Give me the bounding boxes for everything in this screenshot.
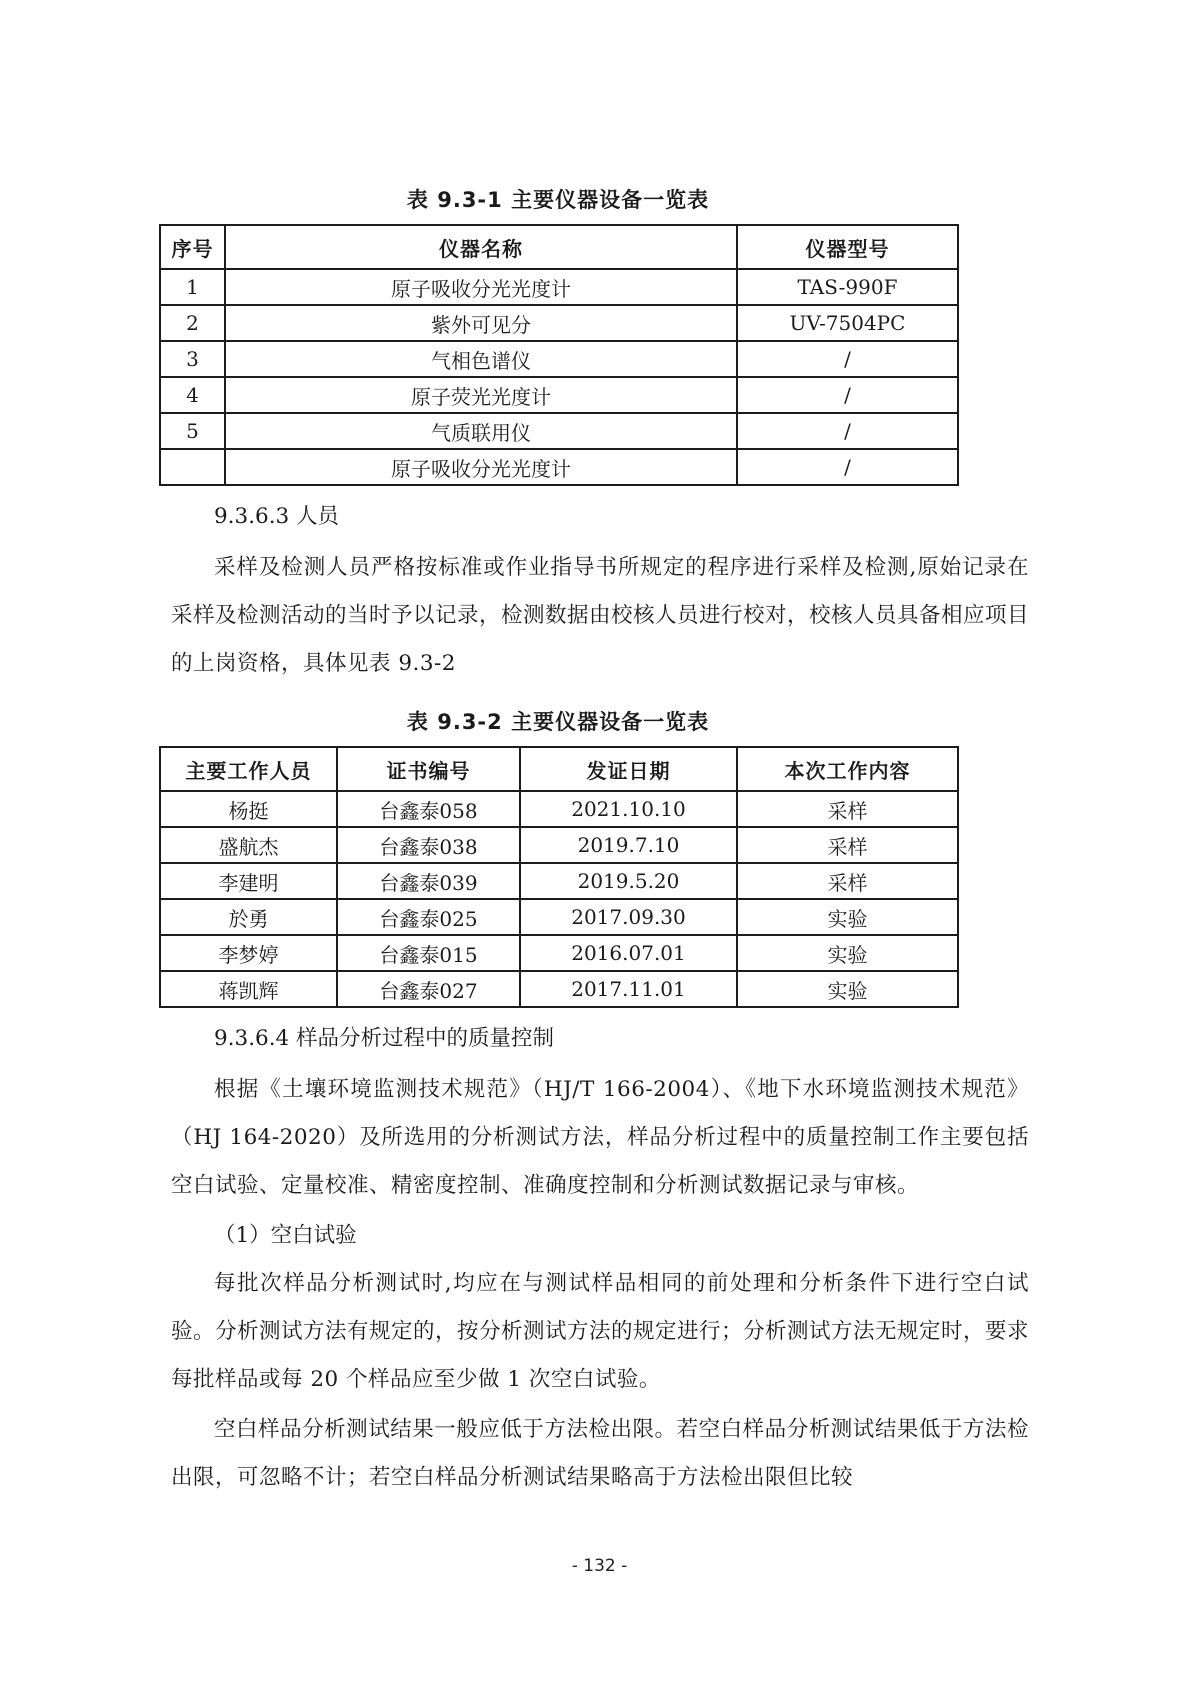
table2-title: 表 9.3-2 主要仪器设备一览表 [406, 710, 710, 734]
table1-header-instrument-model: 仪器型号 [737, 225, 958, 269]
table-cell: 3 [160, 341, 225, 377]
table-cell: 实验 [737, 935, 958, 971]
table2-personnel [159, 746, 959, 1008]
paragraph-personnel: 采样及检测人员严格按标准或作业指导书所规定的程序进行采样及检测,原始记录在采样及检测活动的当时予以记录，检测数据由校核人员进行校对，校核人员具备相应项目的上岗资格，具体见表 9.3-2 [171, 555, 1030, 676]
table-cell: 气质联用仪 [225, 413, 737, 449]
table-cell: 气相色谱仪 [225, 341, 737, 377]
table-cell: 实验 [737, 899, 958, 935]
table-cell: UV-7504PC [737, 305, 958, 341]
table-cell: 台鑫泰039 [337, 863, 520, 899]
table-cell: 原子吸收分光光度计 [225, 269, 737, 305]
table-cell: 紫外可见分 [225, 305, 737, 341]
table2-header-staff: 主要工作人员 [160, 747, 337, 791]
table-cell: 原子荧光光度计 [225, 377, 737, 413]
table-cell: 实验 [737, 971, 958, 1007]
table-cell: 4 [160, 377, 225, 413]
table2-header-certificate-no: 证书编号 [337, 747, 520, 791]
table-cell: 2019.5.20 [520, 863, 737, 899]
paragraph-blank-test-results: 空白样品分析测试结果一般应低于方法检出限。若空白样品分析测试结果低于方法检出限，可忽略不计；若空白样品分析测试结果略高于方法检出限但比较 [171, 1417, 1029, 1490]
table1-header-row [160, 225, 958, 269]
table1-header-instrument-name: 仪器名称 [225, 225, 737, 269]
table-row [160, 449, 958, 485]
table-cell: 采样 [737, 863, 958, 899]
table1-instruments [159, 224, 959, 486]
table-row [160, 791, 958, 827]
table-cell: 台鑫泰027 [337, 971, 520, 1007]
table2-header-row [160, 747, 958, 791]
table-cell: 5 [160, 413, 225, 449]
table-cell: 於勇 [160, 899, 337, 935]
table1-title: 表 9.3-1 主要仪器设备一览表 [406, 188, 710, 212]
subheading-blank-test: （1）空白试验 [214, 1223, 357, 1248]
table-row [160, 827, 958, 863]
table-cell: TAS-990F [737, 269, 958, 305]
table-cell: / [737, 413, 958, 449]
table-cell: 2 [160, 305, 225, 341]
table-cell: 采样 [737, 791, 958, 827]
table-cell: / [737, 449, 958, 485]
table-cell: 盛航杰 [160, 827, 337, 863]
table-cell: 2016.07.01 [520, 935, 737, 971]
table-cell: 2017.09.30 [520, 899, 737, 935]
table-row [160, 341, 958, 377]
table-cell: 台鑫泰038 [337, 827, 520, 863]
table-cell: / [737, 377, 958, 413]
section-heading-9364: 9.3.6.4 样品分析过程中的质量控制 [214, 1026, 555, 1051]
table-cell: 采样 [737, 827, 958, 863]
table-cell: 台鑫泰058 [337, 791, 520, 827]
table-cell: 2021.10.10 [520, 791, 737, 827]
table-cell: 蒋凯辉 [160, 971, 337, 1007]
table-row [160, 305, 958, 341]
table-row [160, 935, 958, 971]
table-cell: 李梦婷 [160, 935, 337, 971]
table-cell: 杨挺 [160, 791, 337, 827]
paragraph-qc-intro: 根据《土壤环境监测技术规范》（HJ/T 166-2004）、《地下水环境监测技术规范》（HJ 164-2020）及所选用的分析测试方法，样品分析过程中的质量控制工作主要包括空白试验、定量校准、精密度控制、准确度控制和分析测试数据记录与审核。 [171, 1077, 1029, 1198]
table2-header-issue-date: 发证日期 [520, 747, 737, 791]
table-row [160, 899, 958, 935]
table-cell: 原子吸收分光光度计 [225, 449, 737, 485]
table-cell [160, 449, 225, 485]
table2-header-work-content: 本次工作内容 [737, 747, 958, 791]
page-number: - 132 - [571, 1556, 628, 1576]
paragraph-blank-test-procedure: 每批次样品分析测试时,均应在与测试样品相同的前处理和分析条件下进行空白试验。分析测试方法有规定的，按分析测试方法的规定进行；分析测试方法无规定时，要求每批样品或每 20 个样品应至少做 1 次空白试验。 [171, 1271, 1030, 1392]
page-content [171, 184, 1029, 1504]
table-cell: 2017.11.01 [520, 971, 737, 1007]
table-row [160, 413, 958, 449]
section-heading-9363: 9.3.6.3 人员 [214, 504, 340, 529]
table-row [160, 971, 958, 1007]
table-cell: / [737, 341, 958, 377]
table-row [160, 863, 958, 899]
table-row [160, 269, 958, 305]
table-cell: 1 [160, 269, 225, 305]
table-cell: 2019.7.10 [520, 827, 737, 863]
table-cell: 台鑫泰025 [337, 899, 520, 935]
table-cell: 台鑫泰015 [337, 935, 520, 971]
table-cell: 李建明 [160, 863, 337, 899]
table-row [160, 377, 958, 413]
table1-header-seq: 序号 [160, 225, 225, 269]
